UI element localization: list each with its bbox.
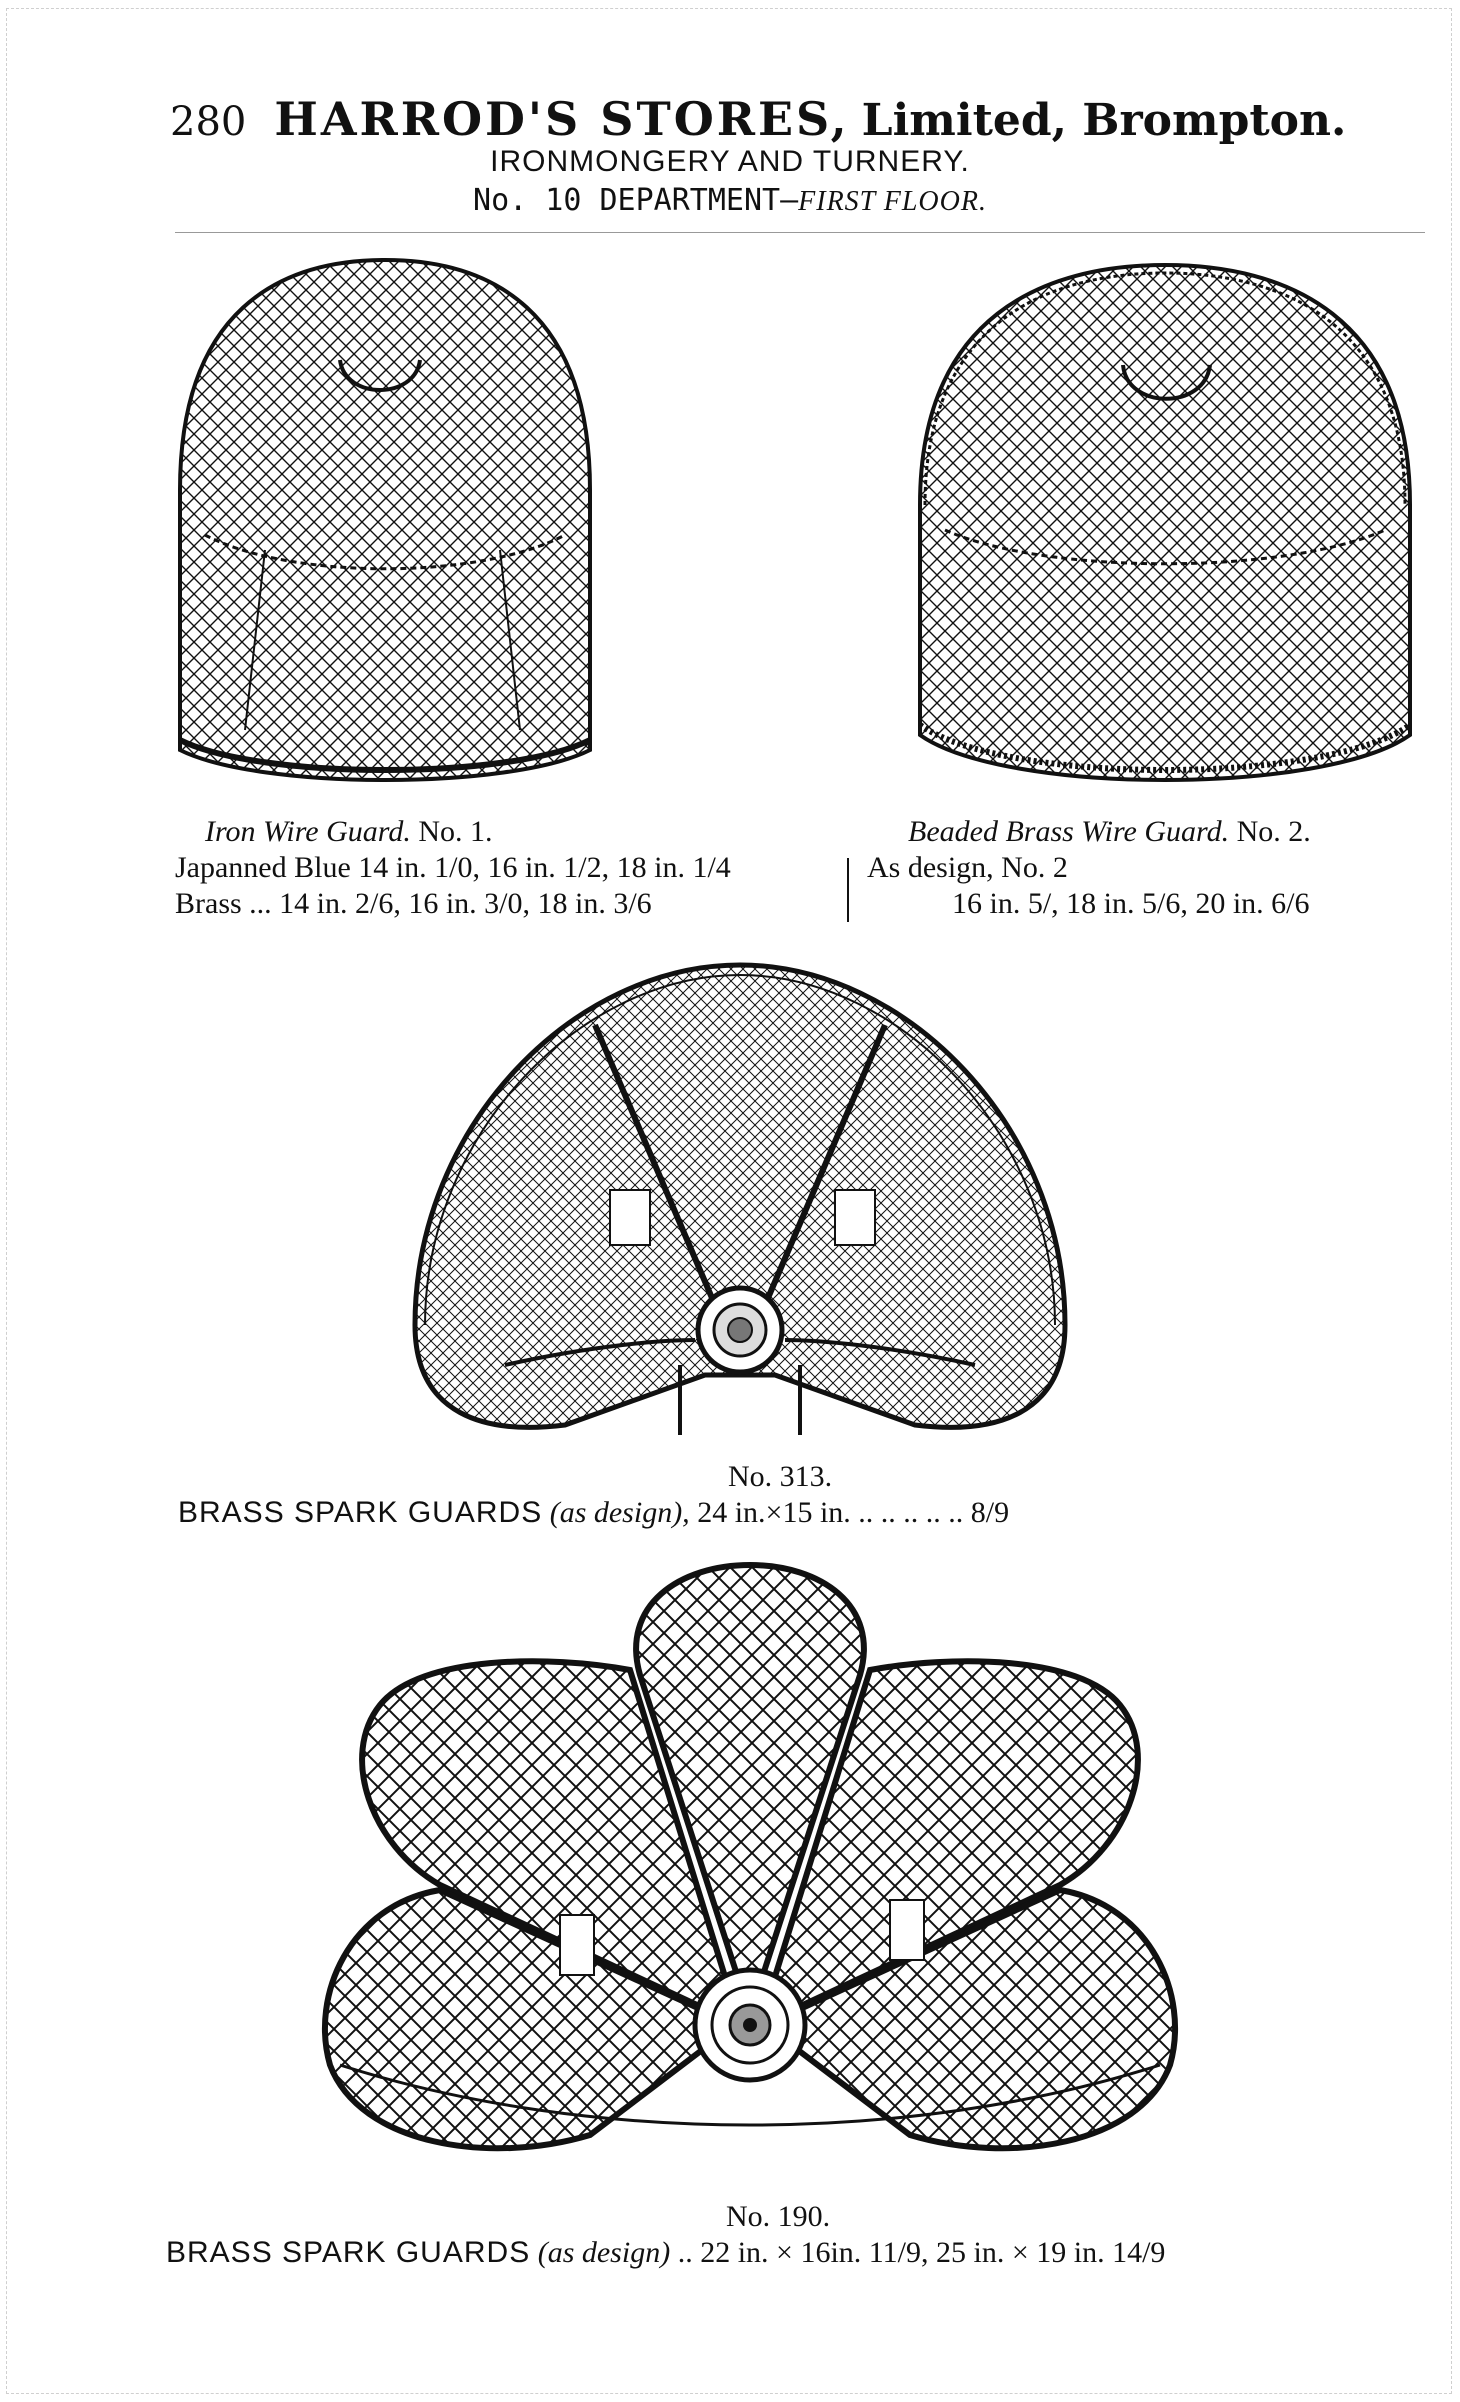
spark-guard-313-note: (as design),	[549, 1496, 690, 1529]
guard-1-price-brass: Brass ... 14 in. 2/6, 16 in. 3/0, 18 in. 3/6	[175, 887, 652, 920]
guard-1-price-japanned: Japanned Blue 14 in. 1/0, 16 in. 1/2, 18 in. 1/4	[175, 851, 731, 884]
spark-guard-190-title: BRASS SPARK GUARDS	[166, 2236, 531, 2269]
guard-1-caption	[205, 815, 493, 849]
store-suffix: Limited, Brompton.	[861, 95, 1347, 146]
spark-guard-190-caption	[166, 2236, 1165, 2270]
iron-wire-guard-illustration	[170, 250, 600, 800]
floor-label: FIRST FLOOR.	[798, 186, 987, 217]
spark-guard-313-title: BRASS SPARK GUARDS	[178, 1496, 543, 1529]
guard-2-number: No. 2.	[1236, 815, 1311, 848]
guard-2-caption	[908, 815, 1311, 849]
page-number: 280	[170, 99, 247, 145]
guard-2-name: Beaded Brass Wire Guard.	[908, 815, 1230, 848]
spark-guard-190-note: (as design)	[537, 2236, 671, 2269]
spark-guard-313-price: 24 in.×15 in. .. .. .. .. .. 8/9	[697, 1496, 1010, 1529]
guard-2-price-line: 16 in. 5/, 18 in. 5/6, 20 in. 6/6	[952, 887, 1310, 920]
spark-guard-313-number: No. 313.	[728, 1460, 833, 1493]
page-header	[170, 92, 1420, 152]
guard-2-design-line: As design, No. 2	[867, 851, 1068, 884]
header-rule	[175, 232, 1425, 233]
department-title: IRONMONGERY AND TURNERY.	[490, 145, 970, 178]
guard-1-name: Iron Wire Guard.	[205, 815, 411, 848]
store-name: HARROD'S STORES,	[274, 92, 850, 146]
guard-1-number: No. 1.	[418, 815, 493, 848]
department-line	[0, 183, 1460, 218]
spark-guard-190-price: .. 22 in. × 16in. 11/9, 25 in. × 19 in. 14/9	[677, 2236, 1166, 2269]
spark-guard-190-number: No. 190.	[726, 2200, 831, 2233]
department-number: No. 10 DEPARTMENT—	[473, 183, 799, 218]
beaded-brass-wire-guard-illustration	[905, 255, 1425, 815]
spark-guard-190-illustration	[290, 1545, 1210, 2185]
spark-guard-313-caption	[178, 1496, 1009, 1530]
column-divider	[847, 858, 849, 922]
spark-guard-313-illustration	[395, 945, 1085, 1465]
